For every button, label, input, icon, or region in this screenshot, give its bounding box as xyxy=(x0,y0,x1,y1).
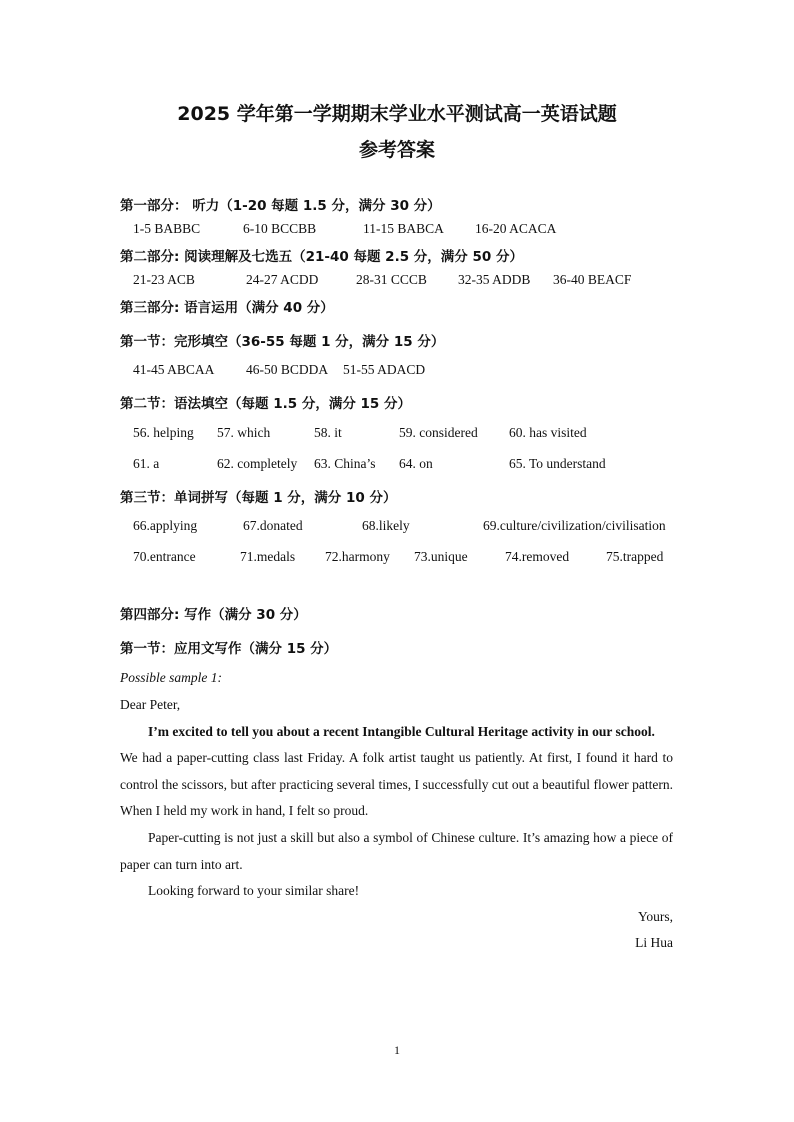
answer-item: 56. helping xyxy=(133,425,194,440)
answer-group: 28-31 CCCB xyxy=(356,272,427,287)
answer-item: 67.donated xyxy=(243,518,303,533)
answer-item: 60. has visited xyxy=(509,425,587,440)
answer-item: 68.likely xyxy=(362,518,410,533)
answer-group: 16-20 ACACA xyxy=(475,221,557,236)
answer-group: 6-10 BCCBB xyxy=(243,221,317,236)
answer-item: 71.medals xyxy=(240,549,296,564)
answer-group: 41-45 ABCAA xyxy=(133,362,215,377)
answer-item: 69.culture/civilization/civilisation xyxy=(483,518,666,533)
answer-item: 61. a xyxy=(133,456,160,471)
part2-heading: 第二部分: 阅读理解及七选五（21-40 每题 2.5 分，满分 50 分） xyxy=(120,249,523,265)
letter-body-1: We had a paper-cutting class last Friday. A folk artist taught us patiently. At first, I found it hard to control the scissors, but after practicing several times, I successfully cut out a beautiful flower pattern. When I held my work in hand, I felt so proud. xyxy=(120,750,673,818)
answer-item: 59. considered xyxy=(399,425,478,440)
answer-item: 75.trapped xyxy=(606,549,664,564)
letter-opening: I’m excited to tell you about a recent Intangible Cultural Heritage activity in our school. xyxy=(148,724,655,739)
part3-section2-heading: 第二节：语法填空（每题 1.5 分，满分 15 分） xyxy=(120,396,412,412)
answer-item: 64. on xyxy=(399,456,433,471)
part4-section1-heading: 第一节：应用文写作（满分 15 分） xyxy=(120,641,338,657)
answer-group: 11-15 BABCA xyxy=(363,221,444,236)
page-subtitle: 参考答案 xyxy=(358,139,435,161)
answer-group: 21-23 ACB xyxy=(133,272,195,287)
answer-item: 65. To understand xyxy=(509,456,606,471)
part3-heading: 第三部分: 语言运用（满分 40 分） xyxy=(120,300,334,316)
letter-body-2: Paper-cutting is not just a skill but also a symbol of Chinese culture. It’s amazing how a piece of paper can turn into art. xyxy=(120,830,673,872)
answer-item: 70.entrance xyxy=(133,549,196,564)
answer-item: 74.removed xyxy=(505,549,570,564)
part3-section1-heading: 第一节：完形填空（36-55 每题 1 分，满分 15 分） xyxy=(120,334,445,350)
sample-label: Possible sample 1: xyxy=(120,670,222,685)
answer-item: 62. completely xyxy=(217,456,298,471)
part3-section3-heading: 第三节：单词拼写（每题 1 分，满分 10 分） xyxy=(120,490,397,506)
answer-group: 24-27 ACDD xyxy=(246,272,319,287)
answer-group: 1-5 BABBC xyxy=(133,221,201,236)
answer-item: 72.harmony xyxy=(325,549,390,564)
answer-item: 66.applying xyxy=(133,518,198,533)
answer-group: 46-50 BCDDA xyxy=(246,362,329,377)
page-title: 2025 学年第一学期期末学业水平测试高一英语试题 xyxy=(177,103,617,125)
letter-signoff: Yours, xyxy=(637,909,673,924)
part1-heading: 第一部分： 听力（1-20 每题 1.5 分，满分 30 分） xyxy=(120,198,441,214)
letter-greeting: Dear Peter, xyxy=(120,697,181,712)
answer-item: 58. it xyxy=(314,425,342,440)
letter-signature: Li Hua xyxy=(635,935,673,950)
answer-item: 57. which xyxy=(217,425,271,440)
answer-group: 51-55 ADACD xyxy=(343,362,426,377)
answer-item: 63. China’s xyxy=(314,456,376,471)
answer-item: 73.unique xyxy=(414,549,468,564)
letter-closing-line: Looking forward to your similar share! xyxy=(148,883,360,898)
page-number: 1 xyxy=(394,1043,400,1057)
answer-group: 32-35 ADDB xyxy=(458,272,531,287)
part4-heading: 第四部分: 写作（满分 30 分） xyxy=(120,607,307,623)
answer-group: 36-40 BEACF xyxy=(553,272,632,287)
